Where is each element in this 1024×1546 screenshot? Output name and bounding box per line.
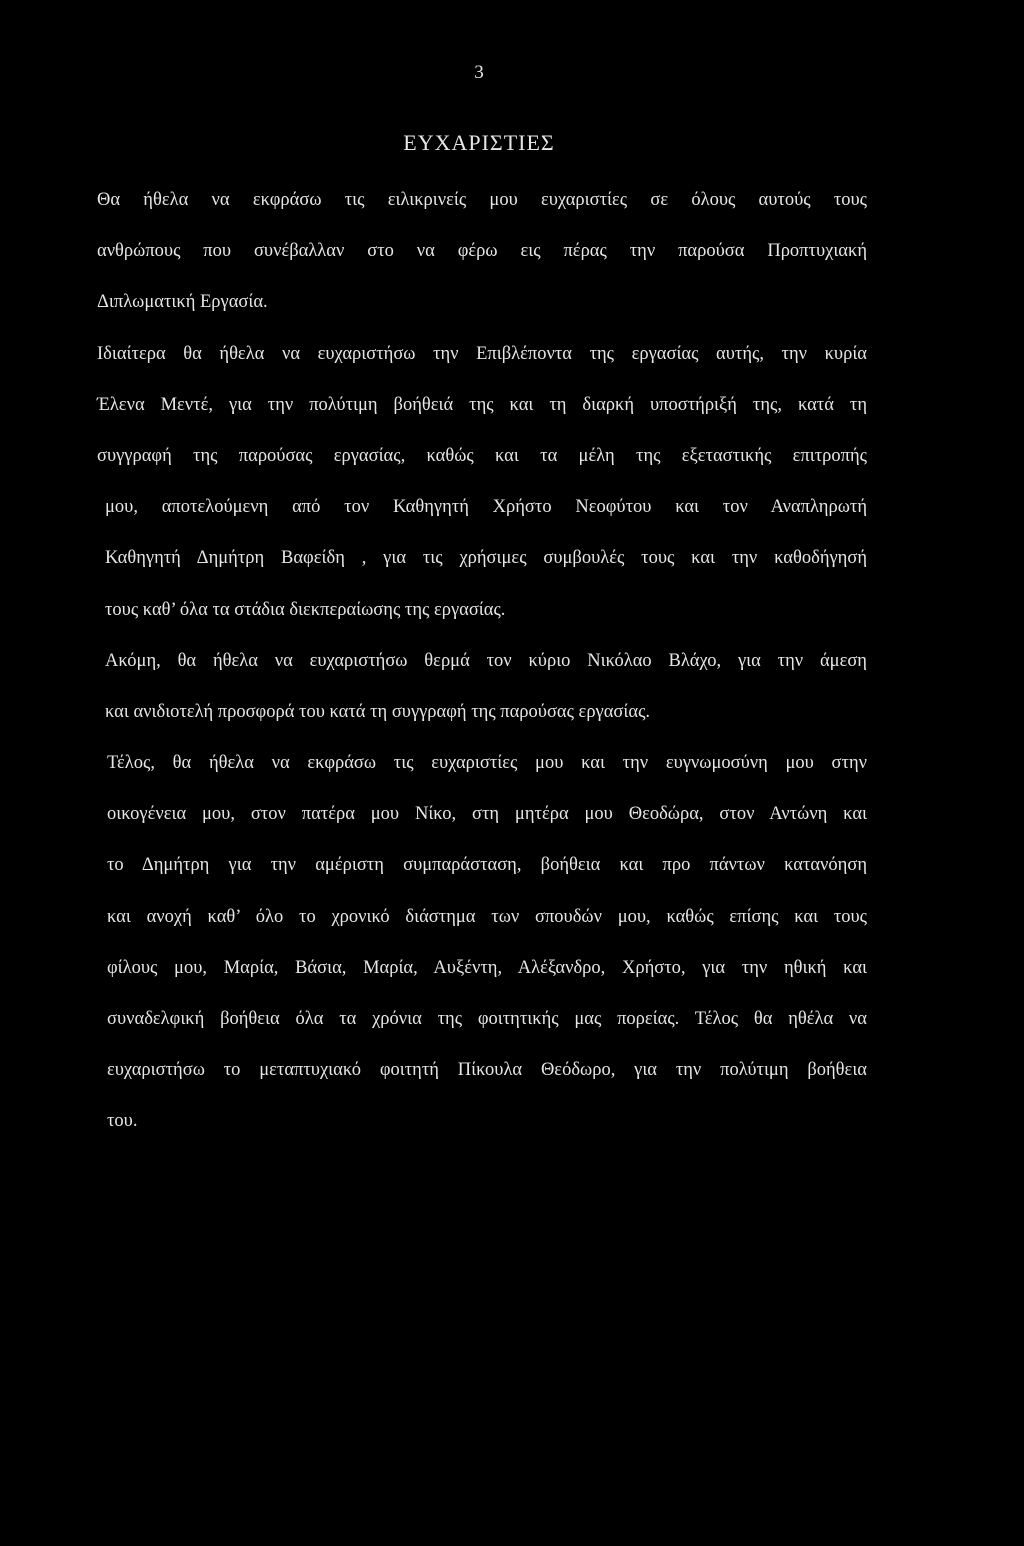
text-line: και ανιδιοτελή προσφορά του κατά τη συγγραφή της παρούσας εργασίας. <box>105 701 651 722</box>
text-line: συγγραφή της παρούσας εργασίας, καθώς και τα μέλη της εξεταστικής επιτροπής <box>97 445 867 466</box>
text-line: τους καθ’ όλα τα στάδια διεκπεραίωσης της εργασίας. <box>105 599 506 620</box>
text-line: συναδελφική βοήθεια όλα τα χρόνια της φοιτητικής μας πορείας. Τέλος θα ηθέλα να <box>107 1009 867 1029</box>
text-line: Τέλος, θα ήθελα να εκφράσω τις ευχαριστίες μου και την ευγνωμοσύνη μου στην <box>107 753 867 774</box>
text-line: ανθρώπους που συνέβαλλαν στο να φέρω εις πέρας την παρούσα Προπτυχιακή <box>97 241 867 262</box>
text-line: Διπλωματική Εργασία. <box>97 292 268 313</box>
page-heading: ΕΥΧΑΡΙΣΤΙΕΣ <box>403 130 555 155</box>
text-line: Ακόμη, θα ήθελα να ευχαριστήσω θερμά τον κύριο Νικόλαο Βλάχο, για την άμεση <box>105 650 867 671</box>
text-line: ευχαριστήσω το μεταπτυχιακό φοιτητή Πίκουλα Θεόδωρο, για την πολύτιμη βοήθεια <box>107 1060 867 1081</box>
text-line: του. <box>107 1111 138 1132</box>
text-line: οικογένεια μου, στον πατέρα μου Νίκο, στη μητέρα μου Θεοδώρα, στον Αντώνη και <box>107 804 867 825</box>
text-line: Έλενα Μεντέ, για την πολύτιμη βοήθειά της και τη διαρκή υποστήριξή της, κατά τη <box>97 394 867 415</box>
text-line: το Δημήτρη για την αμέριστη συμπαράσταση, βοήθεια και προ πάντων κατανόηση <box>107 855 867 876</box>
text-line: Καθηγητή Δημήτρη Βαφείδη , για τις χρήσιμες συμβουλές τους και την καθοδήγησή <box>105 548 867 569</box>
text-line: φίλους μου, Μαρία, Βάσια, Μαρία, Αυξέντη, Αλέξανδρο, Χρήστο, για την ηθική και <box>107 957 867 978</box>
text-line: Θα ήθελα να εκφράσω τις ειλικρινείς μου ευχαριστίες σε όλους αυτούς τους <box>97 190 867 210</box>
text-line: και ανοχή καθ’ όλο το χρονικό διάστημα των σπουδών μου, καθώς επίσης και τους <box>107 906 867 927</box>
body-text <box>97 185 867 1158</box>
page-number: 3 <box>474 62 484 83</box>
text-line: Ιδιαίτερα θα ήθελα να ευχαριστήσω την Επιβλέποντα της εργασίας αυτής, την κυρία <box>97 343 867 364</box>
text-line: μου, αποτελούμενη από τον Καθηγητή Χρήστο Νεοφύτου και τον Αναπληρωτή <box>105 497 867 518</box>
